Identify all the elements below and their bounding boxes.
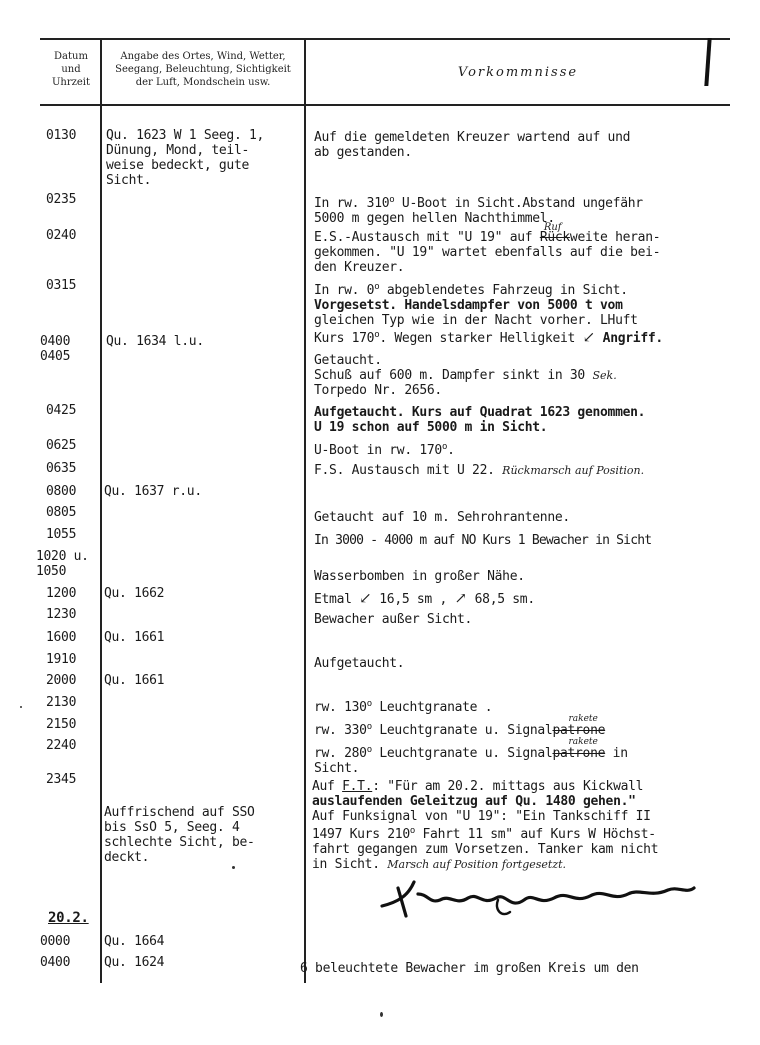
event-2130 — [314, 697, 492, 715]
speck — [380, 1012, 383, 1017]
place-1600: Qu. 1661 — [104, 630, 165, 645]
event-text: . Wegen starker Helligkeit — [379, 331, 583, 346]
event-2240 — [314, 737, 628, 776]
column-rule-1 — [100, 38, 102, 983]
place-line: bis SsO 5, Seeg. 4 — [104, 820, 240, 835]
header-date-line: Datum — [54, 51, 88, 62]
event-line: gleichen Typ wie in der Nacht vorher. LHuft — [314, 313, 638, 328]
event-text: In rw. 0 — [314, 283, 375, 298]
time-0235: 0235 — [46, 192, 77, 207]
event-0635 — [314, 463, 644, 478]
header-place-line: Seegang, Beleuchtung, Sichtigkeit — [115, 64, 291, 75]
handwritten-insert: rakete — [568, 737, 598, 747]
place-1200: Qu. 1662 — [104, 586, 165, 601]
event-0405 — [314, 353, 617, 398]
event-text: Angriff. — [595, 331, 663, 346]
handwritten-insert: Ruf — [543, 222, 562, 233]
event-0625 — [314, 440, 455, 458]
event-text: Leuchtgranate . — [371, 700, 493, 715]
header-events: Vorkommnisse — [457, 65, 579, 80]
event-0235 — [314, 193, 643, 226]
time-1050: 1050 — [36, 564, 67, 579]
column-rule-2 — [304, 38, 306, 983]
event-2345 — [312, 779, 658, 872]
event-text: F.T. — [342, 779, 373, 794]
time-0805: 0805 — [46, 505, 77, 520]
speck — [232, 866, 235, 869]
time-0635: 0635 — [46, 461, 77, 476]
event-line: Vorgesetst. Handelsdampfer von 5000 t vom — [314, 298, 623, 313]
event-0240 — [314, 222, 661, 275]
header-date-line: und — [61, 64, 81, 75]
place-0400: Qu. 1634 l.u. — [106, 334, 204, 349]
handwritten-note: Rückmarsch auf Position. — [502, 464, 645, 477]
struck-text: patrone — [552, 746, 606, 761]
time-1200: 1200 — [46, 586, 77, 601]
handwritten-note: Sek. — [592, 369, 617, 382]
time-0425: 0425 — [46, 403, 77, 418]
event-0805: Getaucht auf 10 m. Sehrohrantenne. — [314, 510, 570, 525]
event-line: Getaucht. — [314, 353, 382, 368]
correction — [539, 222, 570, 245]
handwritten-arrow: ↙ — [359, 589, 372, 607]
event-text: Etmal — [314, 592, 360, 607]
struck-text: patrone — [552, 723, 606, 738]
event-1200 — [314, 591, 535, 607]
place-0130 — [106, 128, 264, 188]
time-0000: 0000 — [40, 934, 71, 949]
header-place — [104, 50, 302, 89]
handwritten-arrow: ↗ — [454, 589, 468, 607]
time-2000: 2000 — [46, 673, 77, 688]
event-text: F.S. Austausch mit U 22. — [314, 463, 503, 478]
event-text: U-Boot in rw. 170 — [314, 443, 442, 458]
speck — [20, 706, 22, 708]
event-text: Auf — [312, 779, 343, 794]
event-text: rw. 330 — [314, 723, 367, 738]
event-text: rw. 280 — [314, 746, 367, 761]
place-2345 — [104, 805, 255, 865]
event-line: Sicht. — [314, 761, 360, 776]
header-date — [44, 50, 98, 89]
handwritten-note: Marsch auf Position fortgesetzt. — [387, 858, 567, 871]
degree-sign: o — [389, 195, 395, 205]
event-0315 — [314, 280, 663, 346]
correction — [552, 737, 606, 761]
place-line: Qu. 1623 W 1 Seeg. 1, — [106, 128, 265, 143]
time-1600: 1600 — [46, 630, 77, 645]
event-text: Schuß auf 600 m. Dampfer sinkt in 30 — [314, 368, 593, 383]
event-text: rw. 130 — [314, 700, 367, 715]
degree-sign: o — [441, 442, 448, 452]
event-text: abgeblendetes Fahrzeug in Sicht. — [379, 283, 628, 298]
event-0400-b: 6 beleuchtete Bewacher im großen Kreis um den — [300, 961, 639, 976]
time-1020: 1020 u. — [36, 549, 89, 564]
event-text: : "Für am 20.2. mittags aus Kickwall — [372, 779, 644, 794]
time-0625: 0625 — [46, 438, 77, 453]
event-text: U-Boot in Sicht.Abstand ungefähr — [394, 196, 643, 211]
event-line: Auf die gemeldeten Kreuzer wartend auf und — [314, 130, 631, 145]
event-text: 68,5 sm. — [467, 592, 535, 607]
event-text: 16,5 sm , — [371, 592, 455, 607]
place-line: Sicht. — [106, 173, 152, 188]
event-line: auslaufenden Geleitzug auf Qu. 1480 gehen." — [312, 794, 636, 809]
top-rule — [40, 38, 730, 40]
event-line: Aufgetaucht. Kurs auf Quadrat 1623 genommen. — [314, 405, 646, 420]
degree-sign: o — [374, 330, 380, 340]
event-line: fahrt gegangen zum Vorsetzen. Tanker kam nicht — [312, 842, 659, 857]
time-1230: 1230 — [46, 607, 77, 622]
time-1055: 1055 — [46, 527, 77, 542]
place-line: weise bedeckt, gute — [106, 158, 250, 173]
place-line: Auffrischend auf SSO — [104, 805, 255, 820]
time-2345: 2345 — [46, 772, 77, 787]
event-text: in Sicht. — [312, 857, 388, 872]
event-line: ab gestanden. — [314, 145, 412, 160]
place-line: schlechte Sicht, be- — [104, 835, 255, 850]
event-line: den Kreuzer. — [314, 260, 405, 275]
header-date-line: Uhrzeit — [51, 77, 91, 88]
handwritten-arrow: ↙ — [582, 328, 596, 346]
event-text: Leuchtgranate u. Signal — [371, 723, 553, 738]
event-text: in — [605, 746, 628, 761]
event-line: U 19 schon auf 5000 m in Sicht. — [314, 420, 548, 435]
header-rule — [40, 104, 730, 106]
event-text: 1497 Kurs 210 — [312, 827, 410, 842]
event-text: Leuchtgranate u. Signal — [371, 746, 553, 761]
event-0130 — [314, 130, 630, 160]
time-2150: 2150 — [46, 717, 77, 732]
place-line: Dünung, Mond, teil- — [106, 143, 250, 158]
date-heading: 20.2. — [48, 910, 89, 926]
struck-text: Rück — [539, 230, 570, 245]
time-1910: 1910 — [46, 652, 77, 667]
handwritten-insert: rakete — [568, 714, 598, 724]
event-text: E.S.-Austausch mit "U 19" auf — [314, 230, 540, 245]
event-1910: Aufgetaucht. — [314, 656, 405, 671]
header-place-line: der Luft, Mondschein usw. — [135, 77, 271, 88]
event-1050: Wasserbomben in großer Nähe. — [314, 569, 525, 584]
event-text: . — [447, 443, 455, 458]
event-0425 — [314, 405, 645, 435]
degree-sign: o — [374, 282, 380, 292]
time-0405: 0405 — [40, 349, 71, 364]
time-2130: 2130 — [46, 695, 77, 710]
degree-sign: o — [409, 826, 415, 836]
time-0400: 0400 — [40, 334, 71, 349]
degree-sign: o — [366, 722, 372, 732]
time-0800: 0800 — [46, 484, 77, 499]
time-0240: 0240 — [46, 228, 77, 243]
event-1055: In 3000 - 4000 m auf NO Kurs 1 Bewacher in Sicht — [314, 533, 652, 548]
time-0315: 0315 — [46, 278, 77, 293]
event-line: gekommen. "U 19" wartet ebenfalls auf die bei- — [314, 245, 661, 260]
event-2150 — [314, 714, 606, 738]
time-2240: 2240 — [46, 738, 77, 753]
place-2000: Qu. 1661 — [104, 673, 165, 688]
event-line: Auf Funksignal von "U 19": "Ein Tankschiff II — [312, 809, 651, 824]
place-0000: Qu. 1664 — [104, 934, 165, 949]
place-line: deckt. — [104, 850, 150, 865]
event-text: Kurs 170 — [314, 331, 375, 346]
header-place-line: Angabe des Ortes, Wind, Wetter, — [120, 51, 286, 62]
event-text: Fahrt 11 sm" auf Kurs W Höchst- — [414, 827, 656, 842]
event-line: 5000 m gegen hellen Nachthimmel. — [314, 211, 555, 226]
event-1230: Bewacher außer Sicht. — [314, 612, 473, 627]
time-0130: 0130 — [46, 128, 77, 143]
time-0400-b: 0400 — [40, 955, 71, 970]
place-0800: Qu. 1637 r.u. — [104, 484, 202, 499]
handwritten-signature — [378, 876, 698, 920]
place-0400-b: Qu. 1624 — [104, 955, 165, 970]
degree-sign: o — [366, 699, 372, 709]
event-text: weite heran- — [569, 230, 661, 245]
degree-sign: o — [366, 745, 372, 755]
event-text: In rw. 310 — [314, 196, 390, 211]
event-line: Torpedo Nr. 2656. — [314, 383, 442, 398]
